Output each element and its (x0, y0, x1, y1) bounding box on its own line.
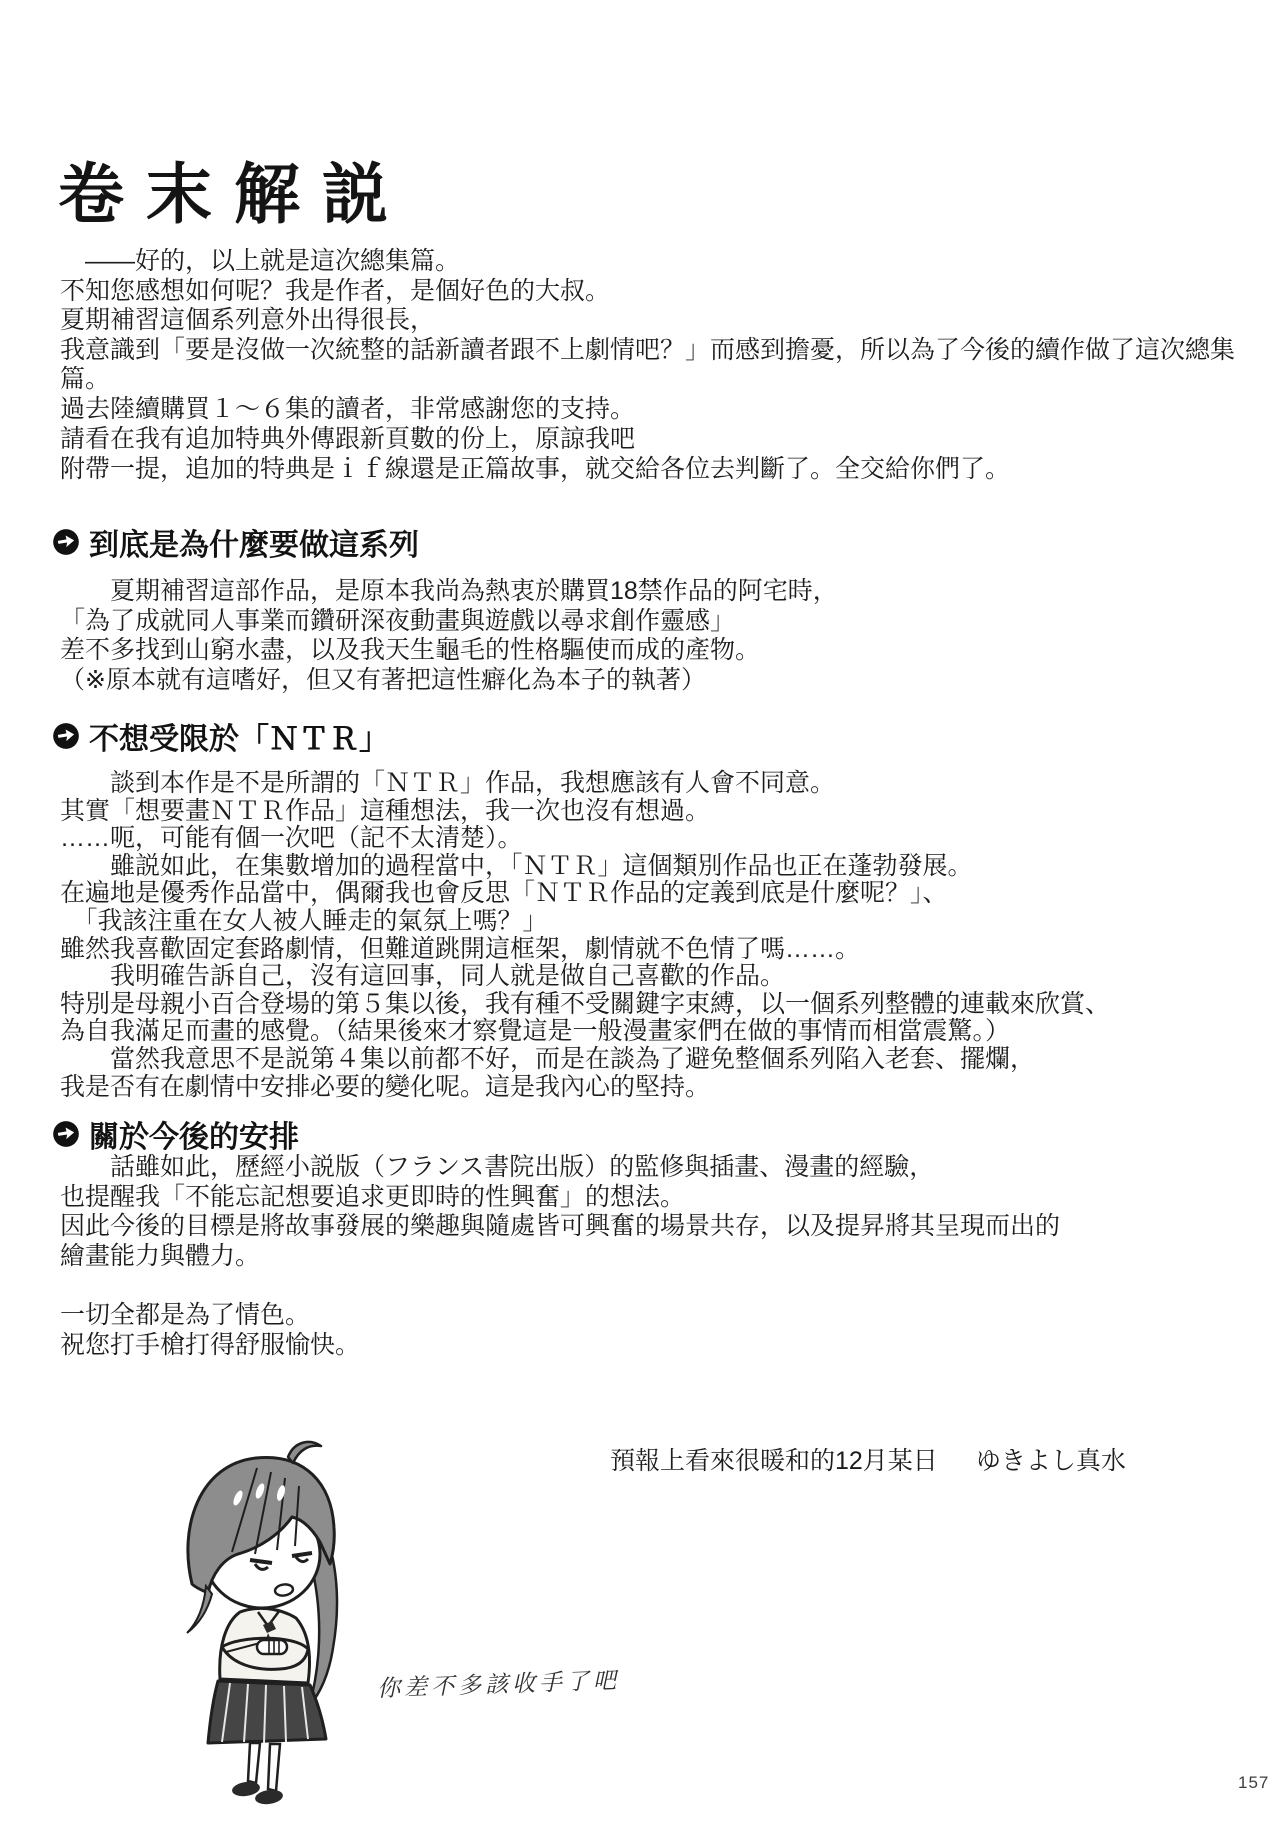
text-line: 夏期補習這個系列意外出得很長， (60, 306, 436, 335)
text-line: 請看在我有追加特典外傳跟新頁數的份上，原諒我吧 (60, 424, 636, 453)
chibi-character-illustration (160, 1436, 350, 1808)
text-line: ……呃，可能有個一次吧（記不太清楚）。 (60, 824, 523, 853)
intro-note (60, 455, 1255, 485)
text-line: 我意識到「要是沒做一次統整的話新讀者跟不上劇情吧？」而感到擔憂，所以為了今後的續作做了這次總集篇。 (60, 335, 1236, 394)
text-line: 其實「想要畫ＮＴＲ作品」這種想法，我一次也沒有想過。 (60, 796, 711, 825)
section-heading-future-plans (52, 1112, 299, 1156)
text-line: 一切全都是為了情色。 (60, 1300, 311, 1329)
text-line: 為自我滿足而畫的感覺。（結果後來才察覺這是一般漫畫家們在做的事情而相當震驚。） (60, 1017, 1011, 1046)
section-heading-label: 關於今後的安排 (89, 1121, 299, 1154)
text-line: 在遍地是優秀作品當中，偶爾我也會反思「ＮＴＲ作品的定義到底是什麼呢？」、 (60, 879, 948, 908)
circle-arrow-icon (52, 722, 80, 750)
section-heading-why-this-series (52, 520, 419, 564)
intro-paragraph (60, 247, 1255, 454)
page-number: 157 (1238, 1773, 1270, 1792)
text-line: 繪畫能力與體力。 (60, 1241, 261, 1270)
section-body (60, 577, 1255, 695)
text-line: 當然我意思不是説第４集以前都不好，而是在談為了避免整個系列陷入老套、擺爛， (60, 1044, 1036, 1073)
text-line: 也提醒我「不能忘記想要追求更即時的性興奮」的想法。 (60, 1182, 686, 1211)
text-line: 我是否有在劇情中安排必要的變化呢。這是我內心的堅持。 (60, 1072, 711, 1101)
signoff-line (610, 1441, 1126, 1477)
circle-arrow-icon (52, 528, 80, 556)
text-line: 差不多找到山窮水盡，以及我天生龜毛的性格驅使而成的產物。 (60, 636, 761, 665)
text-line: 不知您感想如何呢？我是作者，是個好色的大叔。 (60, 276, 611, 305)
text-line: 我明確告訴自己，沒有這回事，同人就是做自己喜歡的作品。 (60, 962, 786, 991)
signoff-author: ゆきよし真水 (975, 1447, 1126, 1475)
section-heading-ntr (52, 714, 389, 758)
section-body (60, 1153, 1255, 1360)
text-line: 「為了成就同人事業而鑽研深夜動畫與遊戲以尋求創作靈感」 (60, 606, 736, 635)
text-line: 談到本作是不是所謂的「ＮＴＲ」作品，我想應該有人會不同意。 (60, 769, 836, 797)
signoff-date: 預報上看來很暖和的12月某日 (610, 1447, 938, 1475)
text-line: 雖説如此，在集數增加的過程當中，「ＮＴＲ」這個類別作品也正在蓬勃發展。 (60, 851, 973, 880)
text-line: 特別是母親小百合登場的第５集以後，我有種不受關鍵字束縛，以一個系列整體的連載來欣賞、 (60, 989, 1111, 1018)
text-line: 雖然我喜歡固定套路劇情，但難道跳開這框架，劇情就不色情了嗎……。 (60, 934, 861, 963)
section-body (60, 770, 1255, 1101)
text-line: 因此今後的目標是將故事發展的樂趣與隨處皆可興奮的場景共存，以及提昇將其呈現而出的 (60, 1212, 1061, 1241)
text-line: 附帶一提，追加的特典是ｉｆ線還是正篇故事，就交給各位去判斷了。全交給你們了。 (60, 455, 1011, 483)
section-heading-label: 到底是為什麼要做這系列 (89, 529, 419, 562)
text-line: 話雖如此，歷經小説版（フランス書院出版）的監修與插畫、漫畫的經驗， (60, 1153, 935, 1181)
text-line (60, 1271, 1255, 1301)
section-heading-label: 不想受限於「ＮＴＲ」 (89, 723, 389, 756)
text-line: 夏期補習這部作品，是原本我尚為熱衷於購買18禁作品的阿宅時， (60, 577, 838, 605)
text-line: ——好的，以上就是這次總集篇。 (60, 247, 461, 275)
text-line: 祝您打手槍打得舒服愉快。 (60, 1330, 361, 1359)
text-line: 「我該注重在女人被人睡走的氣氛上嗎？」 (60, 906, 548, 935)
text-line: 過去陸續購買１～６集的讀者，非常感謝您的支持。 (60, 394, 636, 423)
text-line: （※原本就有這嗜好，但又有著把這性癖化為本子的執著） (60, 665, 706, 694)
page-title: 卷末解説 (58, 159, 410, 232)
circle-arrow-icon (52, 1120, 80, 1148)
handwritten-speech-text: 你差不多該收手了吧 (376, 1666, 621, 1702)
